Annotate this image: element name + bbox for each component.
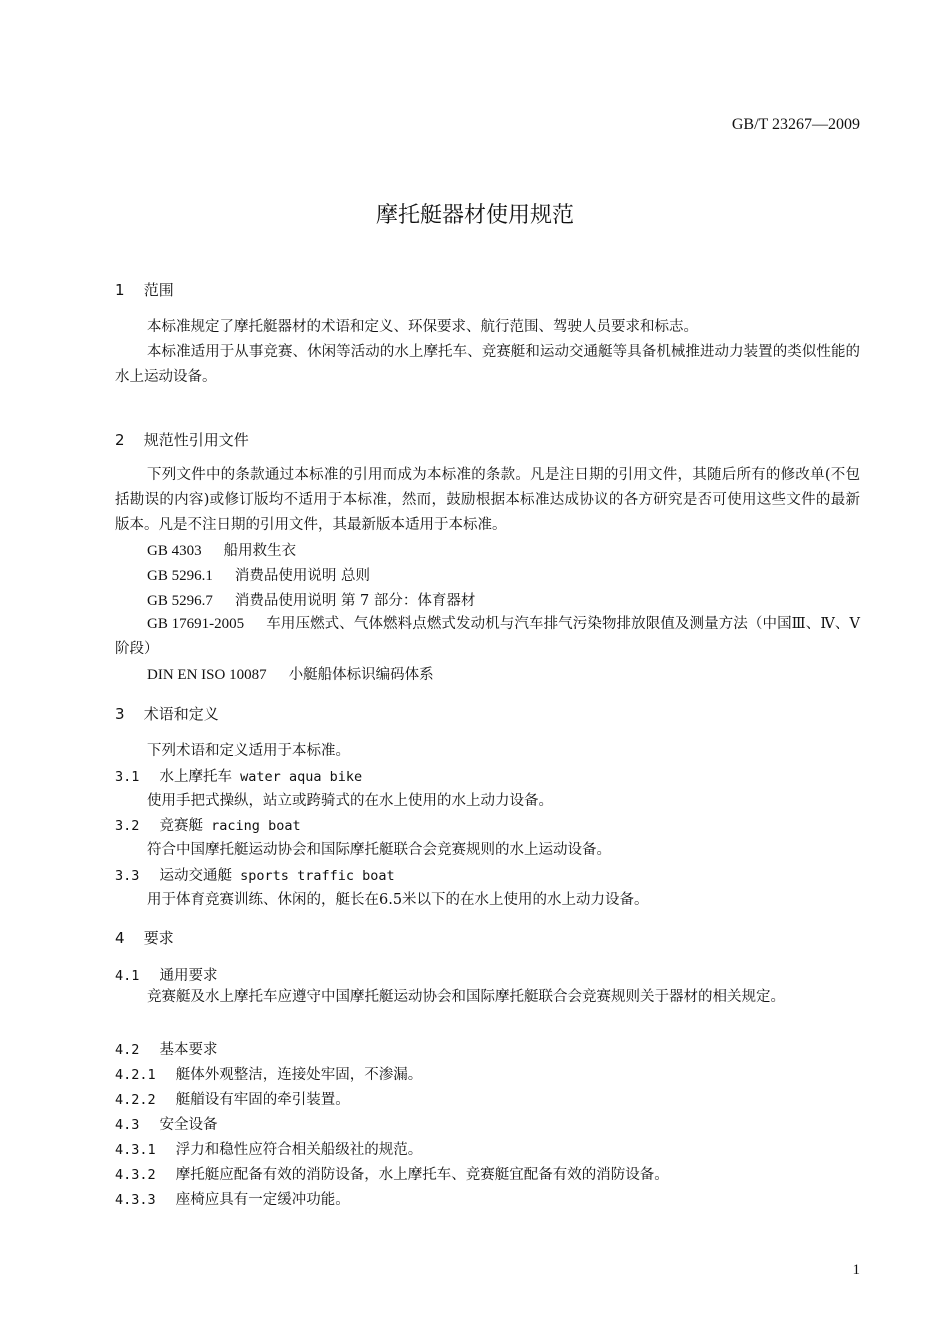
subsection-4-1-heading (115, 964, 218, 985)
subsection-number: 4.1 (115, 968, 140, 984)
term-number: 3.1 (115, 769, 140, 785)
section-1-heading (115, 279, 174, 300)
section-number: 2 (115, 431, 125, 449)
subsection-4-2-heading (115, 1038, 218, 1059)
clause-number: 4.3.1 (115, 1142, 156, 1158)
clause-number: 4.2.1 (115, 1067, 156, 1083)
subsection-title: 通用要求 (159, 968, 218, 984)
term-chinese: 竞赛艇 (159, 818, 204, 834)
section-number: 3 (115, 705, 125, 723)
term-heading (115, 814, 301, 835)
page-number: 1 (852, 1262, 860, 1278)
reference-code: DIN EN ISO 10087 (147, 667, 267, 683)
clause-number: 4.3.3 (115, 1192, 156, 1208)
section-1-paragraph-2: 本标准适用于从事竞赛、休闲等活动的水上摩托车、竞赛艇和运动交通艇等具备机械推进动力装置的类似性能的水上运动设备。 (115, 344, 860, 385)
term-definition: 用于体育竞赛训练、休闲的，艇长在6.5米以下的在水上使用的水上动力设备。 (147, 892, 649, 908)
clause-text: 摩托艇应配备有效的消防设备，水上摩托车、竞赛艇宜配备有效的消防设备。 (175, 1167, 669, 1183)
section-3-intro: 下列术语和定义适用于本标准。 (147, 743, 350, 759)
section-4-heading (115, 927, 174, 948)
reference-item (147, 564, 370, 585)
section-title: 要求 (143, 929, 174, 947)
reference-code: GB 4303 (147, 543, 202, 559)
section-number: 1 (115, 281, 125, 299)
subsection-4-1-text: 竞赛艇及水上摩托车应遵守中国摩托艇运动协会和国际摩托艇联合会竞赛规则关于器材的相关规定。 (147, 989, 785, 1005)
reference-code: GB 17691-2005 (147, 616, 245, 632)
subsection-4-3-heading (115, 1113, 218, 1134)
section-3-heading (115, 703, 219, 724)
term-heading (115, 864, 395, 885)
term-chinese: 水上摩托车 (159, 769, 233, 785)
reference-title: 消费品使用说明 第 7 部分：体育器材 (234, 593, 476, 609)
term-definition: 符合中国摩托艇运动协会和国际摩托艇联合会竞赛规则的水上运动设备。 (147, 842, 611, 858)
term-number: 3.2 (115, 818, 140, 834)
section-2-paragraph: 下列文件中的条款通过本标准的引用而成为本标准的条款。凡是注日期的引用文件，其随后所有的修改单(不包括勘误的内容)或修订版均不适用于本标准，然而，鼓励根据本标准达成协议的各方研究是否可使用这些文件的最新版本。凡是不注日期的引用文件，其最新版本适用于本标准。 (115, 467, 860, 533)
clause-item (115, 1063, 422, 1084)
clause-number: 4.3.2 (115, 1167, 156, 1183)
subsection-title: 基本要求 (159, 1042, 218, 1058)
term-number: 3.3 (115, 868, 140, 884)
section-number: 4 (115, 929, 125, 947)
section-title: 规范性引用文件 (143, 431, 249, 449)
subsection-number: 4.2 (115, 1042, 140, 1058)
document-title: 摩托艇器材使用规范 (375, 203, 574, 228)
clause-text: 艇艏设有牢固的牵引装置。 (175, 1092, 350, 1108)
term-english: sports traffic boat (240, 868, 395, 884)
clause-item (115, 1088, 350, 1109)
term-english: racing boat (211, 818, 301, 834)
reference-code: GB 5296.7 (147, 593, 213, 609)
term-chinese: 运动交通艇 (159, 868, 233, 884)
standard-code: GB/T 23267—2009 (731, 116, 860, 133)
reference-title: 船用救生衣 (223, 543, 297, 559)
clause-number: 4.2.2 (115, 1092, 156, 1108)
clause-text: 浮力和稳性应符合相关船级社的规范。 (175, 1142, 423, 1158)
clause-text: 座椅应具有一定缓冲功能。 (175, 1192, 350, 1208)
clause-item (115, 1163, 669, 1184)
reference-item (147, 663, 434, 684)
reference-code: GB 5296.1 (147, 568, 213, 584)
section-title: 术语和定义 (143, 705, 219, 723)
reference-title: 小艇船体标识编码体系 (288, 667, 434, 683)
subsection-number: 4.3 (115, 1117, 140, 1133)
section-2-heading (115, 429, 249, 450)
clause-item (115, 1138, 422, 1159)
subsection-title: 安全设备 (159, 1117, 218, 1133)
clause-text: 艇体外观整洁，连接处牢固，不渗漏。 (175, 1067, 423, 1083)
term-english: water aqua bike (240, 769, 363, 785)
term-heading (115, 765, 362, 786)
reference-item (115, 612, 860, 662)
clause-item (115, 1188, 350, 1209)
section-title: 范围 (143, 281, 174, 299)
reference-title: 车用压燃式、气体燃料点燃式发动机与汽车排气污染物排放限值及测量方法（中国Ⅲ、Ⅳ、Ⅴ阶段） (115, 616, 860, 657)
term-definition: 使用手把式操纵，站立或跨骑式的在水上使用的水上动力设备。 (147, 793, 553, 809)
reference-item (147, 589, 475, 610)
section-1-paragraph-1: 本标准规定了摩托艇器材的术语和定义、环保要求、航行范围、驾驶人员要求和标志。 (147, 319, 698, 335)
reference-title: 消费品使用说明 总则 (234, 568, 370, 584)
reference-item (147, 539, 296, 560)
